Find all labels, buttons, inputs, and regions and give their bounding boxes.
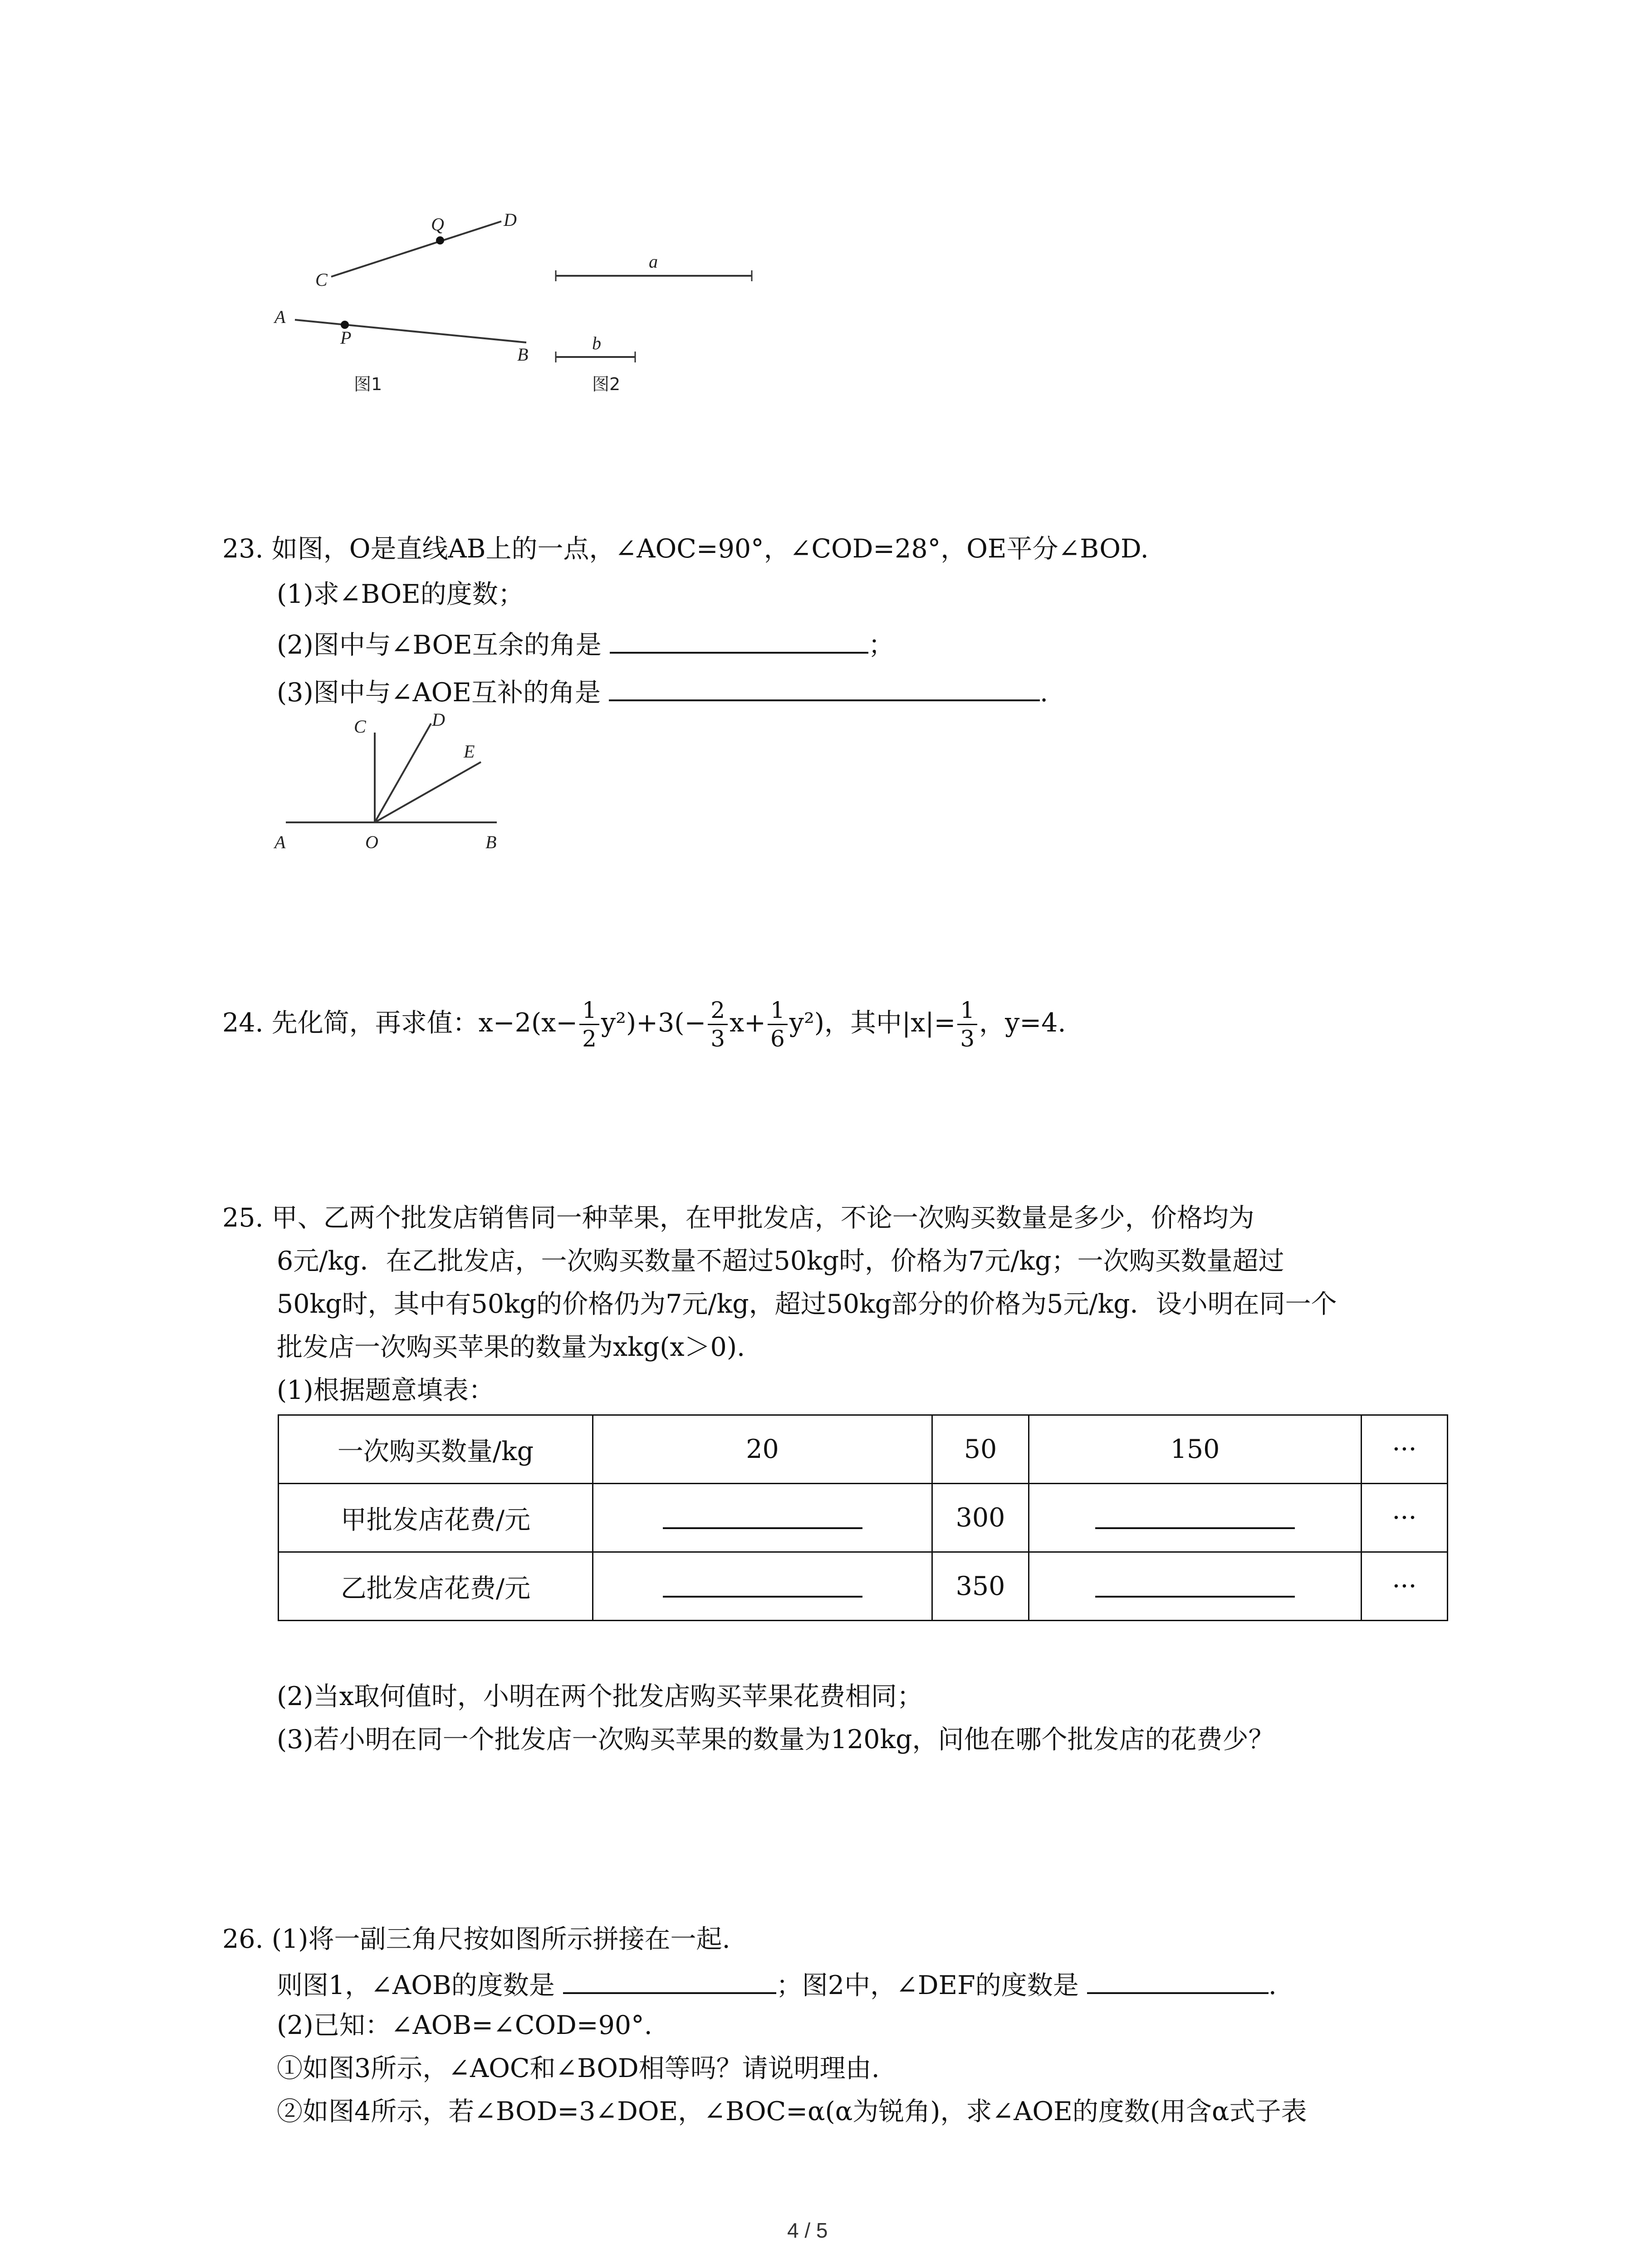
label-b: b <box>592 333 601 353</box>
yi-20-blank[interactable] <box>663 1569 862 1598</box>
yi-150-blank[interactable] <box>1095 1569 1295 1598</box>
q23-part3-end: . <box>1040 678 1048 708</box>
q25-part1: (1)根据题意填表： <box>277 1375 495 1405</box>
q26-line3: (2)已知：∠AOB=∠COD=90°. <box>277 2010 652 2040</box>
q23-answer2-blank[interactable] <box>610 624 868 654</box>
table-cell: 50 <box>932 1415 1029 1484</box>
q23-part2-end: ； <box>868 630 894 660</box>
q23-label-A: A <box>274 832 286 852</box>
label-B: B <box>517 344 529 365</box>
q23-part3-text: (3)图中与∠AOE互补的角是 <box>277 678 601 708</box>
q23-label-C: C <box>354 716 366 737</box>
q26-line2-b: ；图2中，∠DEF的度数是 <box>776 1970 1079 2000</box>
label-Q: Q <box>431 214 444 235</box>
q25-line2: 6元/kg．在乙批发店，一次购买数量不超过50kg时，价格为7元/kg；一次购买数量超过 <box>277 1246 1284 1276</box>
q26-def-blank[interactable] <box>1087 1964 1269 1994</box>
q25-part3: (3)若小明在同一个批发店一次购买苹果的数量为120kg，问他在哪个批发店的花费少？ <box>277 1725 1274 1755</box>
q24-fraction-1 <box>579 997 599 1052</box>
q23-part2 <box>277 624 894 663</box>
caption-fig1: 图1 <box>354 374 382 394</box>
q24-expression <box>222 991 1066 1055</box>
table-answer-cell[interactable] <box>593 1484 932 1552</box>
q24-f3-den: 6 <box>770 1026 785 1052</box>
table-row-label-yi: 乙批发店花费/元 <box>279 1552 593 1621</box>
table-row <box>279 1415 1448 1484</box>
table-row-label-jia: 甲批发店花费/元 <box>279 1484 593 1552</box>
q25-line3: 50kg时，其中有50kg的价格仍为7元/kg，超过50kg部分的价格为5元/kg．设小明在同一个 <box>277 1289 1337 1319</box>
table-row <box>279 1552 1448 1621</box>
q26-line1: 26. (1)将一副三角尺按如图所示拼接在一起. <box>222 1924 730 1954</box>
table-cell: 150 <box>1029 1415 1362 1484</box>
figure-1-2 <box>254 200 808 408</box>
table-cell: ··· <box>1362 1552 1448 1621</box>
q26-line2-c: . <box>1268 1970 1277 2000</box>
jia-150-blank[interactable] <box>1095 1500 1295 1529</box>
label-P: P <box>340 327 352 348</box>
table-answer-cell[interactable] <box>593 1552 932 1621</box>
q23-label-E: E <box>464 741 475 762</box>
q24-f1-num: 1 <box>579 997 599 1025</box>
q24-mid3: y²)，其中|x|= <box>789 1008 956 1038</box>
price-table <box>278 1414 1448 1621</box>
table-header-quantity: 一次购买数量/kg <box>279 1415 593 1484</box>
q26-aob-blank[interactable] <box>563 1964 776 1994</box>
q23-figure <box>272 712 526 853</box>
label-A: A <box>274 307 286 327</box>
page-number: 4 / 5 <box>787 2219 828 2242</box>
table-cell: 350 <box>932 1552 1029 1621</box>
q24-fraction-3 <box>768 997 788 1052</box>
q23-part2-text: (2)图中与∠BOE互余的角是 <box>277 630 602 660</box>
table-cell: 300 <box>932 1484 1029 1552</box>
caption-fig2: 图2 <box>592 374 621 394</box>
q26-line5: ②如图4所示，若∠BOD=3∠DOE，∠BOC=α(α为锐角)，求∠AOE的度数(用含α式子表 <box>277 2097 1307 2126</box>
table-cell: 20 <box>593 1415 932 1484</box>
q24-f4-den: 3 <box>960 1026 975 1052</box>
q24-f4-num: 1 <box>957 997 977 1025</box>
q24-f2-den: 3 <box>710 1026 725 1052</box>
q26-line2-a: 则图1，∠AOB的度数是 <box>277 1970 555 2000</box>
q24-fraction-2 <box>708 997 728 1052</box>
jia-20-blank[interactable] <box>663 1500 862 1529</box>
q26-line2 <box>277 1964 1277 2004</box>
q24-f1-den: 2 <box>582 1026 597 1052</box>
q25-line1: 25. 甲、乙两个批发店销售同一种苹果，在甲批发店，不论一次购买数量是多少，价格均为 <box>222 1203 1254 1233</box>
table-cell: ··· <box>1362 1484 1448 1552</box>
q23-label-D: D <box>432 712 445 730</box>
q24-f3-num: 1 <box>768 997 788 1025</box>
q23-label-O: O <box>365 832 378 852</box>
label-D: D <box>504 210 517 230</box>
q25-line4: 批发店一次购买苹果的数量为xkg(x＞0). <box>277 1332 745 1362</box>
q25-part2: (2)当x取何值时，小明在两个批发店购买苹果花费相同； <box>277 1681 923 1711</box>
table-cell: ··· <box>1362 1415 1448 1484</box>
q24-mid2: x+ <box>730 1008 766 1038</box>
label-a: a <box>649 251 658 272</box>
q26-line4: ①如图3所示，∠AOC和∠BOD相等吗？请说明理由. <box>277 2053 880 2083</box>
table-answer-cell[interactable] <box>1029 1552 1362 1621</box>
q24-mid1: y²)+3(− <box>601 1008 706 1038</box>
q23-part1: (1)求∠BOE的度数； <box>277 579 524 609</box>
q24-prefix: 24. 先化简，再求值：x−2(x− <box>222 1008 578 1038</box>
q23-part3 <box>277 671 1048 711</box>
q24-fraction-4 <box>957 997 977 1052</box>
q23-label-B: B <box>485 832 497 852</box>
table-answer-cell[interactable] <box>1029 1484 1362 1552</box>
q24-f2-num: 2 <box>708 997 728 1025</box>
q23-answer3-blank[interactable] <box>609 671 1040 701</box>
q23-stem: 23. 如图，O是直线AB上的一点，∠AOC=90°，∠COD=28°，OE平分∠BOD. <box>222 534 1149 564</box>
table-row <box>279 1484 1448 1552</box>
q24-suffix: ，y=4. <box>979 1008 1066 1038</box>
label-C: C <box>315 269 328 290</box>
